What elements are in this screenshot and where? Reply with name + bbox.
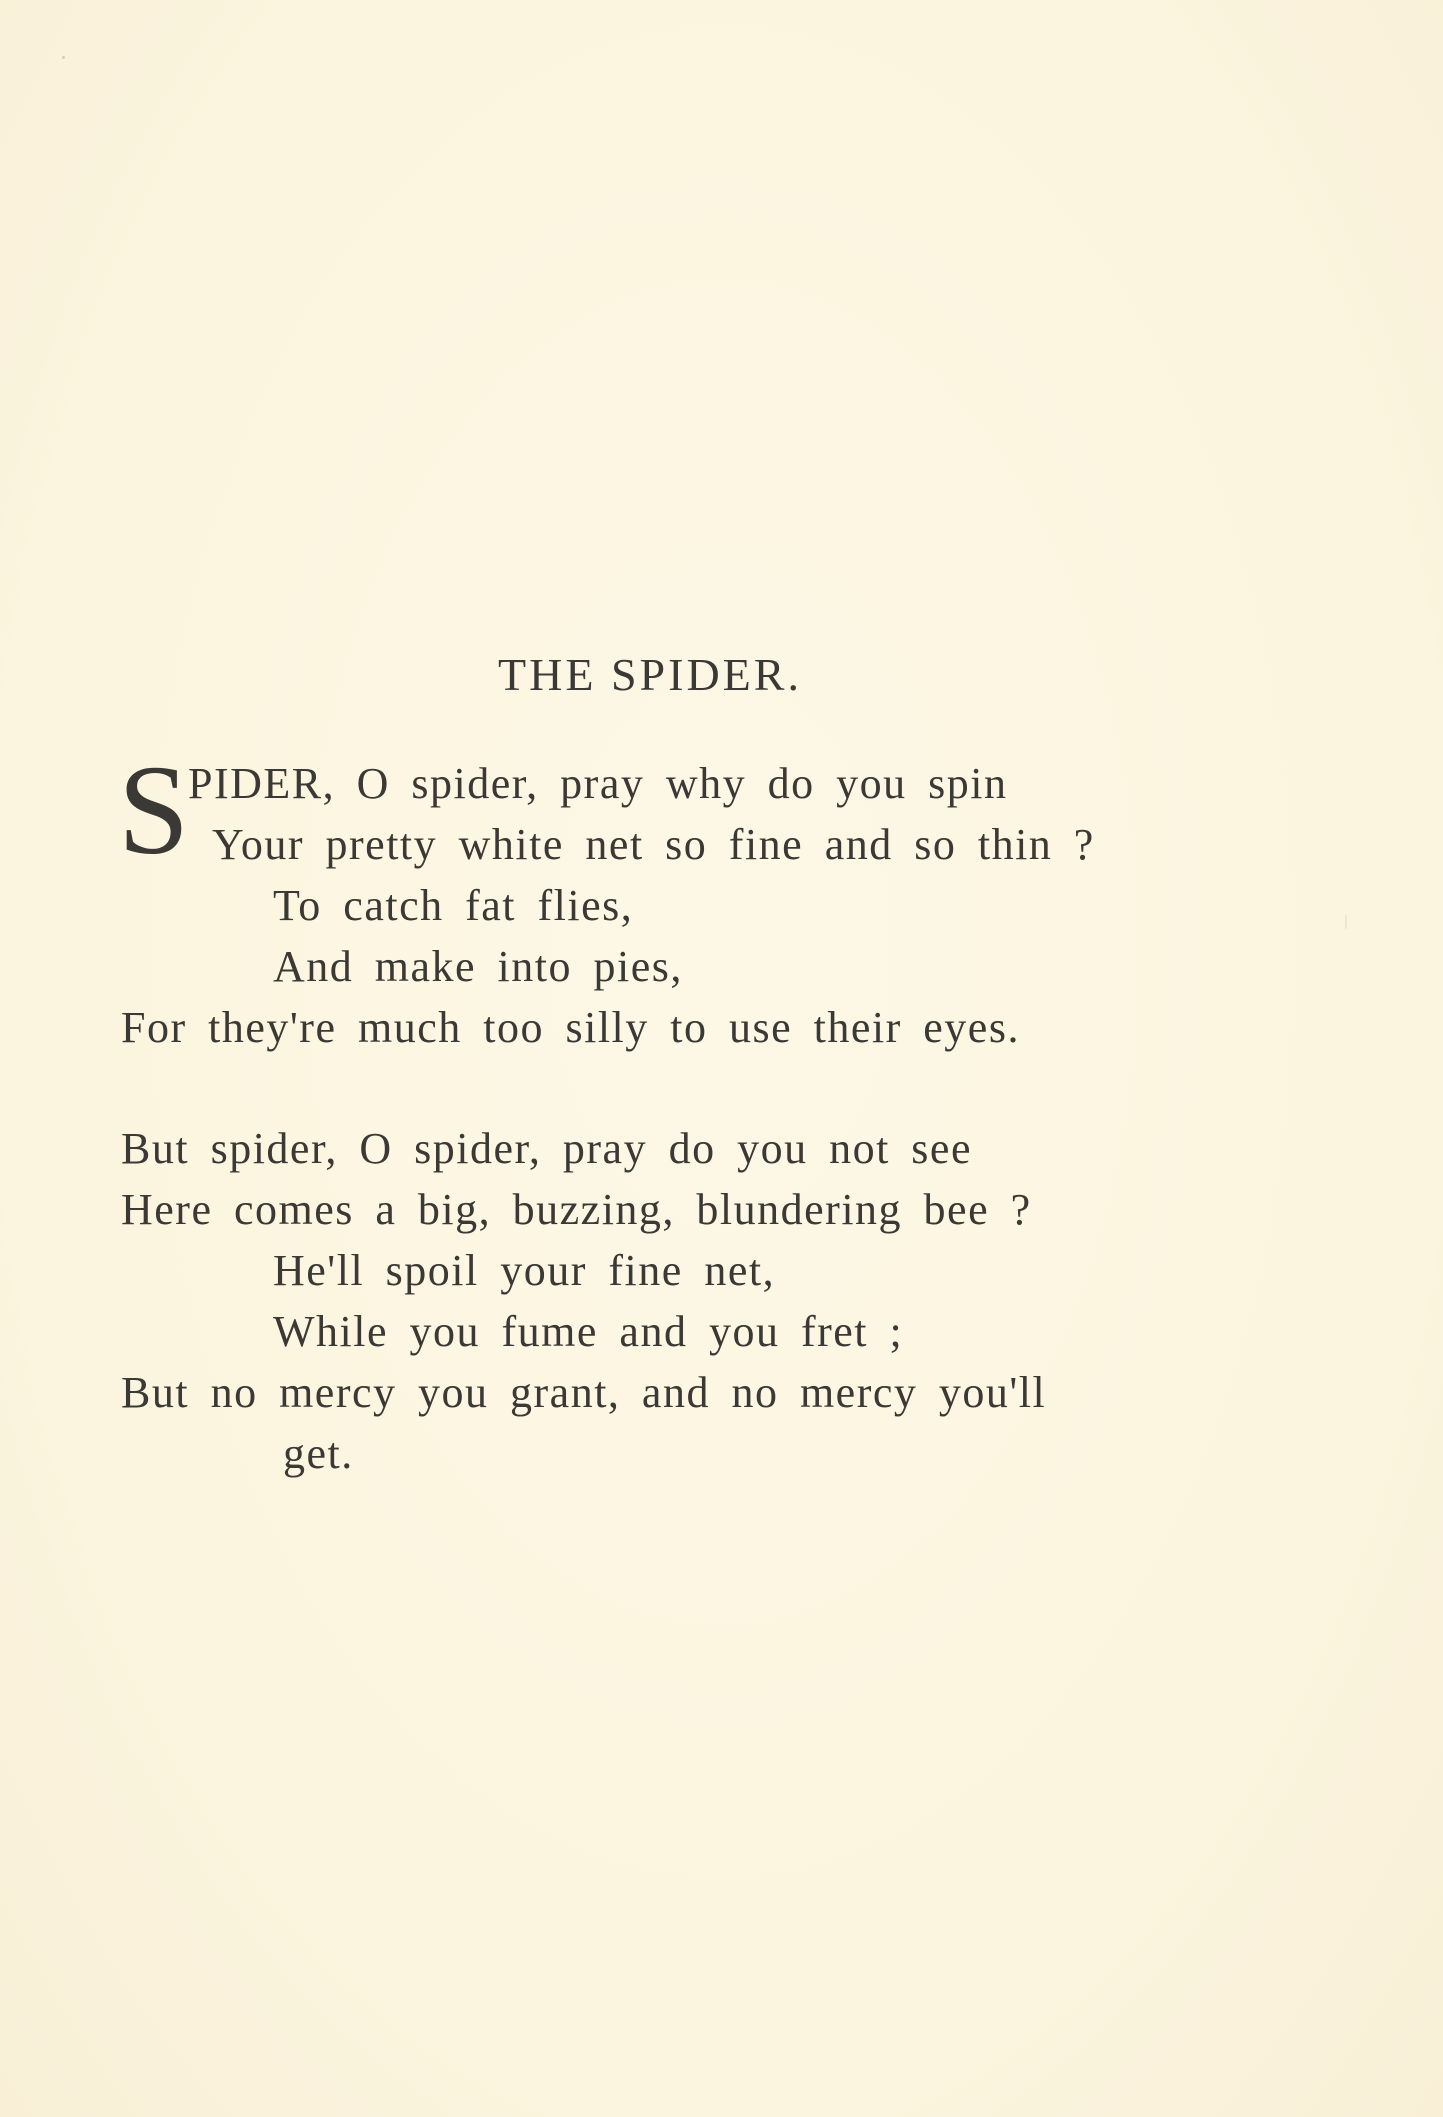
drop-cap: S bbox=[118, 739, 190, 881]
poem-line: get. bbox=[283, 1429, 354, 1478]
poem-line: Here comes a big, buzzing, blundering bee ? bbox=[121, 1185, 1032, 1234]
poem-line: For they're much too silly to use their eyes. bbox=[121, 1003, 1020, 1052]
poem-title: THE SPIDER. bbox=[498, 649, 802, 700]
paper-speck bbox=[1345, 915, 1347, 929]
poem-line: But spider, O spider, pray do you not see bbox=[121, 1124, 972, 1173]
poem-line: Your pretty white net so fine and so thin ? bbox=[212, 820, 1095, 869]
poem-line: While you fume and you fret ; bbox=[273, 1307, 904, 1356]
poem-line: And make into pies, bbox=[273, 942, 683, 991]
poem-line: PIDER, O spider, pray why do you spin bbox=[188, 759, 1008, 808]
poem-line: But no mercy you grant, and no mercy you'll bbox=[121, 1368, 1047, 1417]
poem-line: To catch fat flies, bbox=[273, 881, 634, 930]
poem-line: He'll spoil your fine net, bbox=[273, 1246, 776, 1295]
paper-speck bbox=[62, 56, 65, 59]
